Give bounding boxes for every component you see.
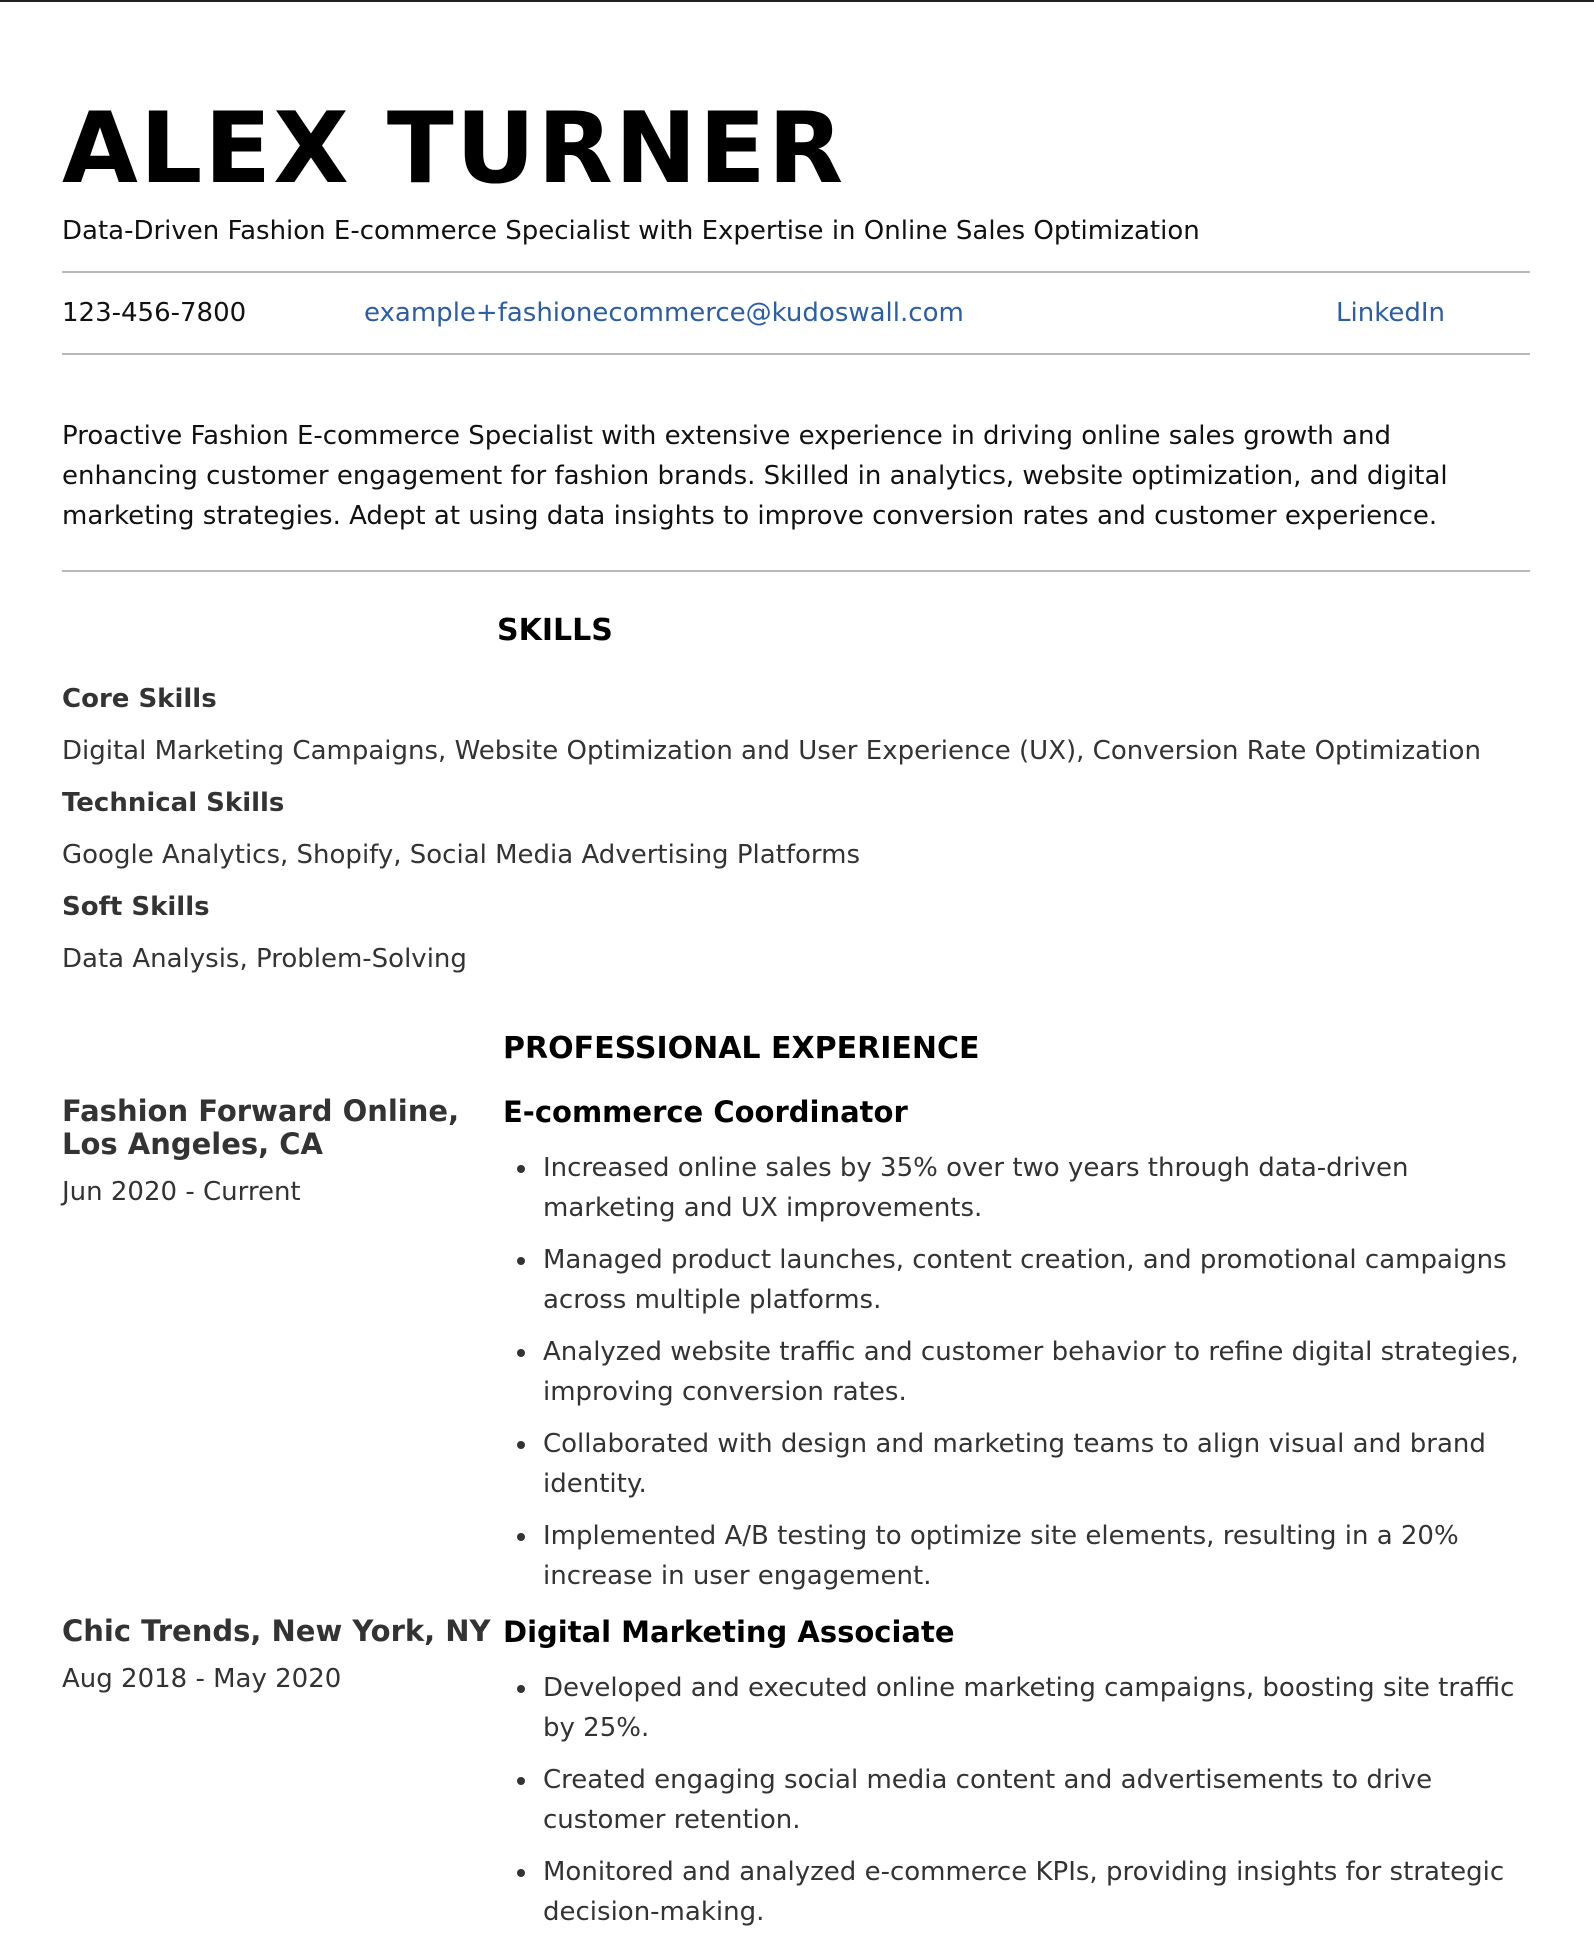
job-bullet: Managed product launches, content creation, and promotional campaigns across multiple platforms. [503,1240,1530,1320]
job-bullets [503,1148,1530,1608]
job-bullet: Increased online sales by 35% over two years through data-driven marketing and UX improvements. [503,1148,1530,1228]
skill-group-items: Digital Marketing Campaigns, Website Optimization and User Experience (UX), Conversion Rate Optimization [62,736,1481,766]
skill-group-items: Data Analysis, Problem-Solving [62,944,467,974]
job-company: Fashion Forward Online, Los Angeles, CA [62,1094,460,1161]
bullet-dot-icon [517,1777,525,1785]
job-bullet: Created engaging social media content and advertisements to drive customer retention. [503,1760,1530,1840]
candidate-name: ALEX TURNER [62,92,846,206]
job-bullets [503,1668,1530,1944]
bullet-dot-icon [517,1869,525,1877]
bullet-dot-icon [517,1165,525,1173]
job-bullet: Developed and executed online marketing campaigns, boosting site traffic by 25%. [503,1668,1530,1748]
job-role: E-commerce Coordinator [503,1095,908,1129]
divider [62,570,1530,572]
divider [62,353,1530,355]
linkedin-link[interactable]: LinkedIn [1336,298,1445,328]
bullet-dot-icon [517,1533,525,1541]
experience-section-title: PROFESSIONAL EXPERIENCE [503,1031,980,1066]
bullet-dot-icon [517,1441,525,1449]
job-company: Chic Trends, New York, NY [62,1614,491,1648]
email-link[interactable]: example+fashionecommerce@kudoswall.com [364,298,964,328]
skill-group-heading: Core Skills [62,684,217,714]
phone-number: 123-456-7800 [62,298,247,328]
job-dates: Aug 2018 - May 2020 [62,1664,342,1694]
job-bullet: Analyzed website traffic and customer behavior to refine digital strategies, improving conversion rates. [503,1332,1530,1412]
job-bullet: Implemented A/B testing to optimize site elements, resulting in a 20% increase in user engagement. [503,1516,1530,1596]
skill-group-items: Google Analytics, Shopify, Social Media Advertising Platforms [62,840,861,870]
bullet-dot-icon [517,1349,525,1357]
job-dates: Jun 2020 - Current [62,1177,301,1207]
skill-group-heading: Technical Skills [62,788,285,818]
bullet-dot-icon [517,1257,525,1265]
job-bullet: Collaborated with design and marketing teams to align visual and brand identity. [503,1424,1530,1504]
job-role: Digital Marketing Associate [503,1615,955,1649]
job-bullet: Monitored and analyzed e-commerce KPIs, providing insights for strategic decision-making. [503,1852,1530,1932]
professional-summary: Proactive Fashion E-commerce Specialist with extensive experience in driving online sales growth and enhancing customer engagement for fashion brands. Skilled in analytics, website optimization, and digital marketing strategies. Adept at using data insights to improve conversion rates and customer experience. [62,421,1448,531]
skills-section-title: SKILLS [497,613,613,648]
candidate-tagline: Data-Driven Fashion E-commerce Specialist with Expertise in Online Sales Optimization [62,216,1200,246]
bullet-dot-icon [517,1685,525,1693]
skill-group-heading: Soft Skills [62,892,210,922]
divider [62,271,1530,273]
